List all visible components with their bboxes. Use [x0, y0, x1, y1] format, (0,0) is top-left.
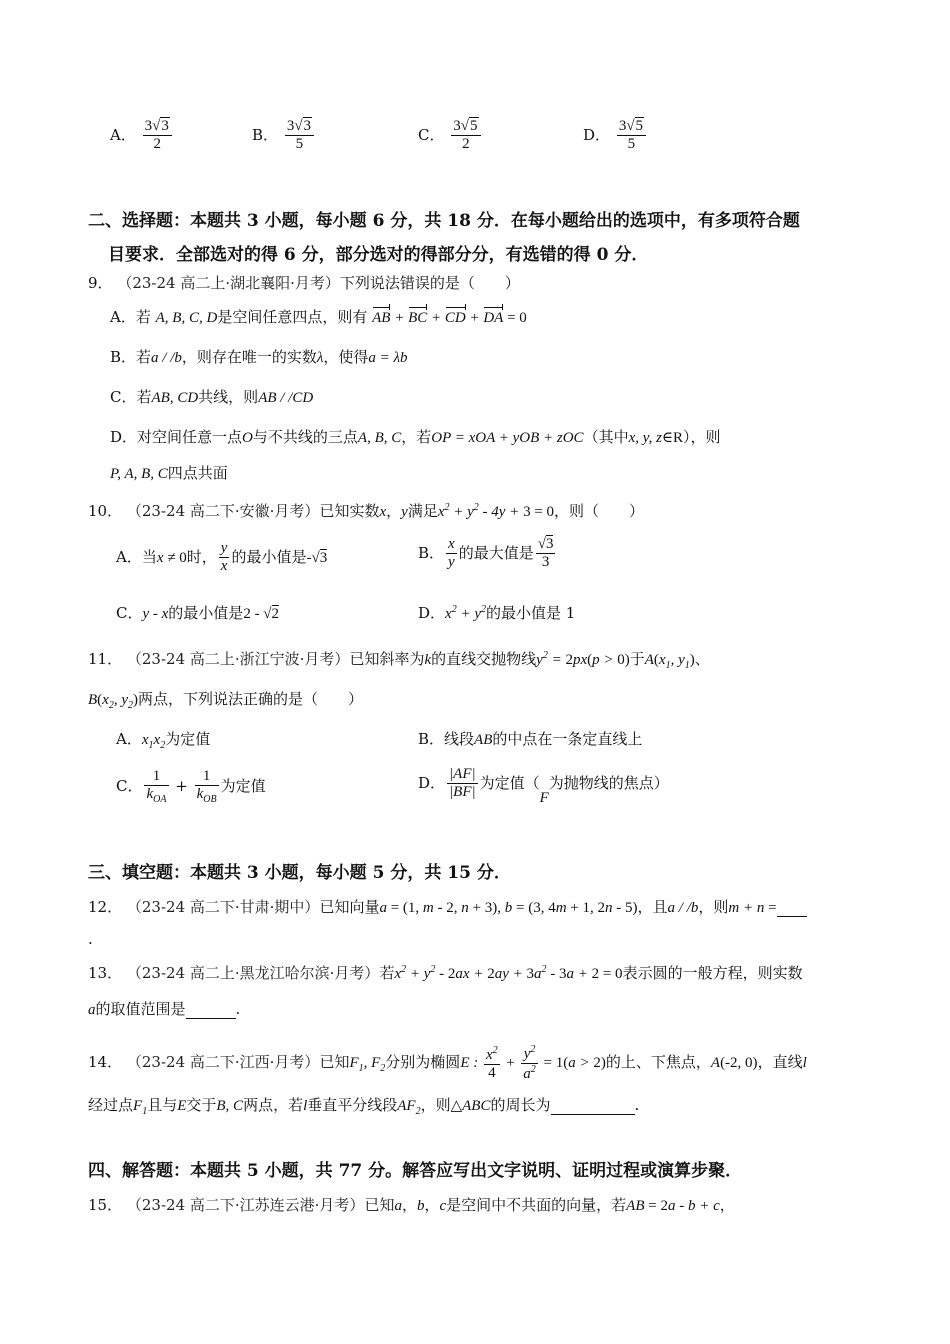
math: $x^2 + y^2$ [445, 604, 486, 622]
question-text: 两点，若 [243, 1096, 304, 1114]
question-text: ， [386, 502, 402, 520]
question-text: ， [424, 1196, 440, 1214]
option-text: ，使得 [323, 348, 369, 366]
question-text: 交于 [186, 1096, 217, 1114]
option-text: 若 [135, 308, 151, 326]
math: AB = 2a - b + c [626, 1198, 720, 1214]
option-text: 为定值 [220, 776, 266, 795]
option-label: B． [252, 125, 279, 144]
math: O [242, 430, 253, 446]
math: $F_1$, $F_2$ [349, 1055, 386, 1075]
math: a = (1, m - 2, n + 3), b = (3, 4m + 1, 2n - 5) [379, 900, 638, 916]
question-source: （23-24 高二上·黑龙江哈尔滨·月考） [126, 964, 380, 982]
math: k [424, 652, 432, 668]
q9-option-d-continued [110, 462, 228, 483]
question-text: 于 [629, 650, 645, 668]
coef: 3 [618, 118, 627, 134]
option-label: C． [418, 125, 445, 144]
question-text: 的取值范围是 [95, 1000, 186, 1018]
math: l [802, 1055, 807, 1072]
math: x [379, 504, 387, 520]
option-text: ，则存在唯一的实数 [181, 348, 317, 366]
question-text: 是空间中不共面的向量，若 [446, 1196, 627, 1214]
q9-option-b[interactable] [110, 346, 408, 367]
math: P, A, B, C [110, 466, 168, 482]
fraction: $\frac{3√5}{2}$ [451, 118, 480, 154]
option-text: 的最大值是 [458, 543, 534, 562]
option-label: A． [116, 547, 142, 566]
option-text: 的最小值是 1 [485, 604, 576, 622]
question-text: ，则 [698, 898, 729, 916]
math: 2 - √2 [243, 606, 280, 622]
math: a = λb [368, 350, 408, 366]
radicand: 3 [161, 118, 169, 134]
option-text: 的中点在一条定直线上 [492, 730, 643, 748]
option-label: C． [116, 776, 143, 795]
q11-option-a[interactable] [116, 728, 210, 751]
q9-stem [88, 272, 520, 293]
option-label: B． [110, 348, 137, 366]
question-text: ，则（ ） [554, 502, 645, 520]
option-text: 若 [136, 348, 152, 366]
q11-option-c[interactable]: C． $\frac{1}{k_{OA}}$ + $\frac{1}{k_{OB}}$ 为定值 [116, 768, 266, 806]
question-text: 的直线交抛物线 [431, 650, 537, 668]
question-text: 分别为椭圆 [385, 1053, 461, 1072]
math: c [439, 1198, 447, 1214]
math: b [416, 1198, 425, 1214]
fraction: $\frac{3√3}{5}$ [285, 118, 314, 154]
fraction: $\frac{√3}{3}$ [537, 536, 554, 571]
option-label: B． [418, 543, 445, 562]
question-number: 14． [88, 1053, 123, 1072]
math: A, B, C, D [155, 310, 218, 326]
question-text: 经过点 [88, 1096, 134, 1114]
question-text: 、 [694, 650, 710, 668]
math: a [394, 1198, 402, 1214]
q12 [88, 896, 807, 917]
question-number: 9． [88, 274, 113, 292]
option-label: A． [116, 730, 142, 748]
math: $AF_2$ [397, 1098, 421, 1117]
question-text: 满足 [407, 502, 438, 520]
question-text: 已知实数 [319, 502, 380, 520]
math: $x^2 + y^2 - 2ax + 2ay + 3a^2 - 3a + 2 = 0$ [394, 964, 623, 982]
fraction: $\frac{1}{k_{OB}}$ [196, 768, 217, 806]
question-number: 12． [88, 898, 123, 916]
question-text: ， [401, 1196, 417, 1214]
question-text: 已知 [364, 1196, 395, 1214]
question-text: . [235, 1000, 241, 1018]
coef: 3 [453, 118, 461, 134]
option-text: 是空间任意四点，则有 [217, 308, 368, 326]
question-text: ，且 [637, 898, 668, 916]
math: $F_1$ [133, 1098, 148, 1117]
q15 [88, 1194, 735, 1215]
option-label: D． [110, 428, 138, 446]
q11-stem-continued [88, 688, 363, 711]
question-source: （23-24 高二下·安徽·月考） [126, 502, 320, 520]
fraction: $\frac{x}{y}$ [448, 536, 455, 571]
math: A, B, C [357, 430, 402, 446]
math: AB + BC + CD + DA = 0 [372, 310, 527, 326]
q10-option-d[interactable] [418, 602, 575, 623]
option-label: C． [110, 388, 137, 406]
math: OP = xOA + yOB + zOC [431, 430, 584, 446]
math: λ [316, 350, 324, 366]
math: -√3 [306, 549, 328, 566]
coef: 3 [286, 118, 295, 134]
option-text: ），则 [683, 428, 721, 446]
option-text: 对空间任意一点 [137, 428, 243, 446]
question-text: ，则 [420, 1096, 451, 1114]
radicand: 3 [303, 118, 312, 134]
q10-option-a[interactable] [116, 540, 327, 576]
question-text: 已知 [319, 1053, 350, 1072]
fraction: $\frac{3√5}{5}$ [617, 118, 646, 154]
option-label: D． [418, 773, 446, 792]
math: m + n = [728, 900, 777, 916]
math: $x_1x_2$ [141, 732, 166, 751]
math: $A(x_1$, $y_1$) [644, 652, 695, 671]
option-text: 共线，则 [198, 388, 259, 406]
q8-option-c[interactable] [418, 118, 483, 154]
math: $x^2 + y^2 - 4y + 3 = 0$ [437, 502, 555, 520]
section-4-heading: 四、解答题：本题共 5 小题，共 77 分。解答应写出文字说明、证明过程或演算步聚． [88, 1161, 743, 1181]
question-text: ， [719, 1196, 735, 1214]
q8-option-d[interactable] [583, 118, 648, 154]
section-3-heading: 三、填空题：本题共 3 小题，每小题 5 分，共 15 分． [88, 863, 511, 883]
q9-option-a[interactable] [110, 306, 527, 327]
question-number: 15． [88, 1196, 123, 1214]
option-label: D． [418, 604, 446, 622]
denominator: 2 [153, 136, 161, 153]
math: AB / /CD [258, 390, 314, 406]
option-text: 线段 [444, 730, 475, 748]
math: y [401, 504, 408, 520]
q9-option-c[interactable] [110, 386, 313, 407]
question-source: （23-24 高二下·江苏连云港·月考） [126, 1196, 365, 1214]
question-text: 下列说法错误的是（ ） [339, 274, 520, 292]
denominator: 2 [462, 136, 470, 153]
answer-blank[interactable] [186, 1000, 236, 1019]
math: a [88, 1002, 96, 1018]
q14 [88, 1044, 807, 1084]
math: y - x [142, 606, 169, 622]
question-source: （23-24 高二下·江西·月考） [126, 1053, 320, 1072]
q8-option-a[interactable] [110, 118, 174, 154]
option-text: 时， [186, 547, 217, 566]
option-text: ，若 [401, 428, 432, 446]
math: F [539, 789, 549, 806]
answer-blank[interactable] [777, 898, 807, 917]
question-number: 10． [88, 502, 123, 520]
q11-option-b[interactable] [418, 728, 642, 749]
q12-tail: . [88, 930, 93, 948]
math: E : $\frac{x^2}{4}$ + $\frac{y^2}{a^2}$ = 1(a > 2) [460, 1044, 606, 1083]
math: $B(x_2$, $y_2$) [88, 692, 139, 711]
option-text: 为定值（ [479, 773, 540, 792]
question-number: 13． [88, 964, 123, 982]
fraction: $\frac{y}{x}$ [220, 540, 228, 575]
option-text: 当 [141, 547, 157, 566]
option-label: A． [110, 308, 136, 326]
question-text: 且与 [147, 1096, 178, 1114]
fraction: $\frac{3√3}{2}$ [143, 118, 172, 154]
option-text: 四点共面 [167, 464, 228, 482]
math: A(-2, 0) [710, 1055, 758, 1072]
question-source: （23-24 高二下·甘肃·期中） [126, 898, 320, 916]
question-source: （23-24 高二上·浙江宁波·月考） [126, 650, 350, 668]
q8-option-b[interactable] [252, 118, 316, 154]
option-text: 若 [136, 388, 152, 406]
radicand: 5 [635, 118, 644, 134]
question-text: 若 [379, 964, 395, 982]
question-text: ，直线 [757, 1053, 803, 1072]
option-text: 的最小值是 [168, 604, 244, 622]
radicand: 5 [470, 118, 478, 134]
answer-blank[interactable] [551, 1096, 635, 1115]
fraction: $\frac{1}{k_{OA}}$ [146, 768, 167, 806]
option-text: 的最小值是 [231, 547, 307, 566]
option-text: 为定值 [165, 730, 211, 748]
question-text: 已知斜率为 [349, 650, 425, 668]
q11-option-d[interactable] [418, 766, 669, 806]
math: △ABC [450, 1098, 491, 1114]
option-text: 与不共线的三点 [252, 428, 358, 446]
math: E [177, 1098, 187, 1114]
question-number: 11． [88, 650, 123, 668]
math: x ≠ 0 [156, 549, 187, 566]
question-text: 已知向量 [319, 898, 380, 916]
option-text: （其中 [583, 428, 629, 446]
math: AB, CD [151, 390, 199, 406]
question-text: 表示圆的一般方程，则实数 [622, 964, 803, 982]
math: l [303, 1098, 308, 1114]
q13 [88, 962, 803, 983]
question-text: . [634, 1096, 640, 1114]
question-text: 垂直平分线段 [307, 1096, 398, 1114]
section-2-heading-line2: 目要求．全部选对的得 6 分，部分选对的得部分分，有选错的得 0 分． [108, 245, 649, 265]
question-source: （23-24 高二上·湖北襄阳·月考） [117, 274, 340, 292]
option-label: C． [116, 604, 143, 622]
math: a / /b [151, 350, 182, 366]
denominator: 5 [627, 136, 636, 153]
option-label: B． [418, 730, 445, 748]
option-label: D． [583, 125, 611, 144]
math: x, y, z [628, 430, 662, 446]
question-text: 的上、下焦点， [605, 1053, 711, 1072]
q10-option-b[interactable] [418, 536, 557, 572]
denominator: 5 [295, 136, 304, 153]
option-label: A． [110, 125, 136, 144]
math: $y^2 = 2px(p > 0)$ [536, 650, 630, 668]
math: AB [474, 732, 493, 748]
q11-stem [88, 648, 710, 671]
q10-option-c[interactable] [116, 602, 279, 623]
fraction: $\frac{|AF|}{|BF|}$ [449, 766, 476, 801]
math: B, C [216, 1098, 244, 1114]
q14-continued [88, 1094, 639, 1117]
math: a / /b [667, 900, 699, 916]
question-text: 两点，下列说法正确的是（ ） [138, 690, 364, 708]
section-2-heading-line1: 二、选择题：本题共 3 小题，每小题 6 分，共 18 分．在每小题给出的选项中，有多项符合题 [88, 211, 800, 231]
coef: 3 [144, 118, 153, 134]
q9-option-d[interactable]: D．对空间任意一点O与不共线的三点A, B, C，若OP = xOA + yOB + zOC（其中x, y, z∈R），则 [110, 428, 721, 446]
q13-continued [88, 998, 240, 1019]
option-text: 为抛物线的焦点） [548, 773, 669, 792]
question-text: 的周长为 [490, 1096, 551, 1114]
q10-stem [88, 500, 644, 521]
